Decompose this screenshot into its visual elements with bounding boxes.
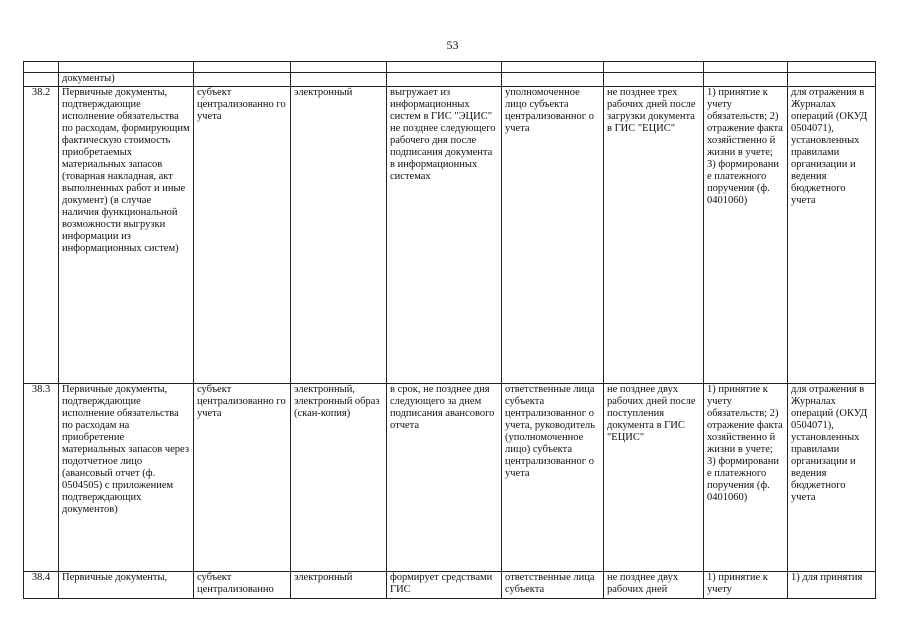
header-strip-cell [604,62,704,73]
row-number [24,73,59,87]
row-number: 38.2 [24,87,59,384]
table-row [24,572,876,599]
header-strip-cell [24,62,59,73]
purpose-cell: 1) принятие к учету [704,572,788,599]
note-cell: для отражения в Журналах операций (ОКУД 0504071), установленных правилами организации и ведения бюджетного учета [788,87,876,384]
note-cell [788,73,876,87]
method-cell: выгружает из информационных систем в ГИС "ЭЦИС" не позднее следующего рабочего дня после подписания документа в информационных системах [387,87,502,384]
document-cell: Первичные документы, [59,572,194,599]
table-row [24,73,876,87]
purpose-cell [704,73,788,87]
row-number: 38.4 [24,572,59,599]
table-body [24,62,876,599]
row-number: 38.3 [24,384,59,572]
subject-cell [194,73,291,87]
method-cell [387,73,502,87]
method-cell: в срок, не позднее дня следующего за днем подписания авансового отчета [387,384,502,572]
header-strip-cell [387,62,502,73]
subject-cell: субъект централизованно [194,572,291,599]
regulation-table [23,61,876,599]
responsible-cell: ответственные лица субъекта централизованног о учета, руководитель (уполномоченное лицо) субъекта централизованног о учета [502,384,604,572]
header-strip-cell [704,62,788,73]
page-number: 53 [446,38,459,52]
method-cell: формирует средствами ГИС [387,572,502,599]
header-strip-cell [502,62,604,73]
document-cell: документы) [59,73,194,87]
deadline-cell: не позднее двух рабочих дней после поступления документа в ГИС "ЕЦИС" [604,384,704,572]
document-cell: Первичные документы, подтверждающие исполнение обязательства по расходам, формирующим фактическую стоимость приобретаемых материальных запасов (товарная накладная, акт выполненных работ и иные документ) (в случае наличия функциональной возможности выгрузки информации из информационных систем) [59,87,194,384]
responsible-cell: ответственные лица субъекта [502,572,604,599]
subject-cell: субъект централизованно го учета [194,87,291,384]
note-cell: 1) для принятия [788,572,876,599]
header-strip-row [24,62,876,73]
responsible-cell: уполномоченное лицо субъекта централизованног о учета [502,87,604,384]
document-cell: Первичные документы, подтверждающие исполнение обязательства по расходам на приобретение материальных запасов через подотчетное лицо (авансовый отчет (ф. 0504505) с приложением подтверждающих документов) [59,384,194,572]
subject-cell: субъект централизованно го учета [194,384,291,572]
responsible-cell [502,73,604,87]
table-row [24,384,876,572]
deadline-cell: не позднее двух рабочих дней [604,572,704,599]
deadline-cell: не позднее трех рабочих дней после загрузки документа в ГИС "ЕЦИС" [604,87,704,384]
header-strip-cell [59,62,194,73]
table-row [24,87,876,384]
form-cell: электронный [291,572,387,599]
form-cell [291,73,387,87]
purpose-cell: 1) принятие к учету обязательств; 2) отражение факта хозяйственно й жизни в учете; 3) формировани е платежного поручения (ф. 0401060) [704,384,788,572]
header-strip-cell [291,62,387,73]
note-cell: для отражения в Журналах операций (ОКУД 0504071), установленных правилами организации и ведения бюджетного учета [788,384,876,572]
purpose-cell: 1) принятие к учету обязательств; 2) отражение факта хозяйственно й жизни в учете; 3) формировани е платежного поручения (ф. 0401060) [704,87,788,384]
header-strip-cell [788,62,876,73]
deadline-cell [604,73,704,87]
header-strip-cell [194,62,291,73]
form-cell: электронный [291,87,387,384]
form-cell: электронный, электронный образ (скан-копия) [291,384,387,572]
